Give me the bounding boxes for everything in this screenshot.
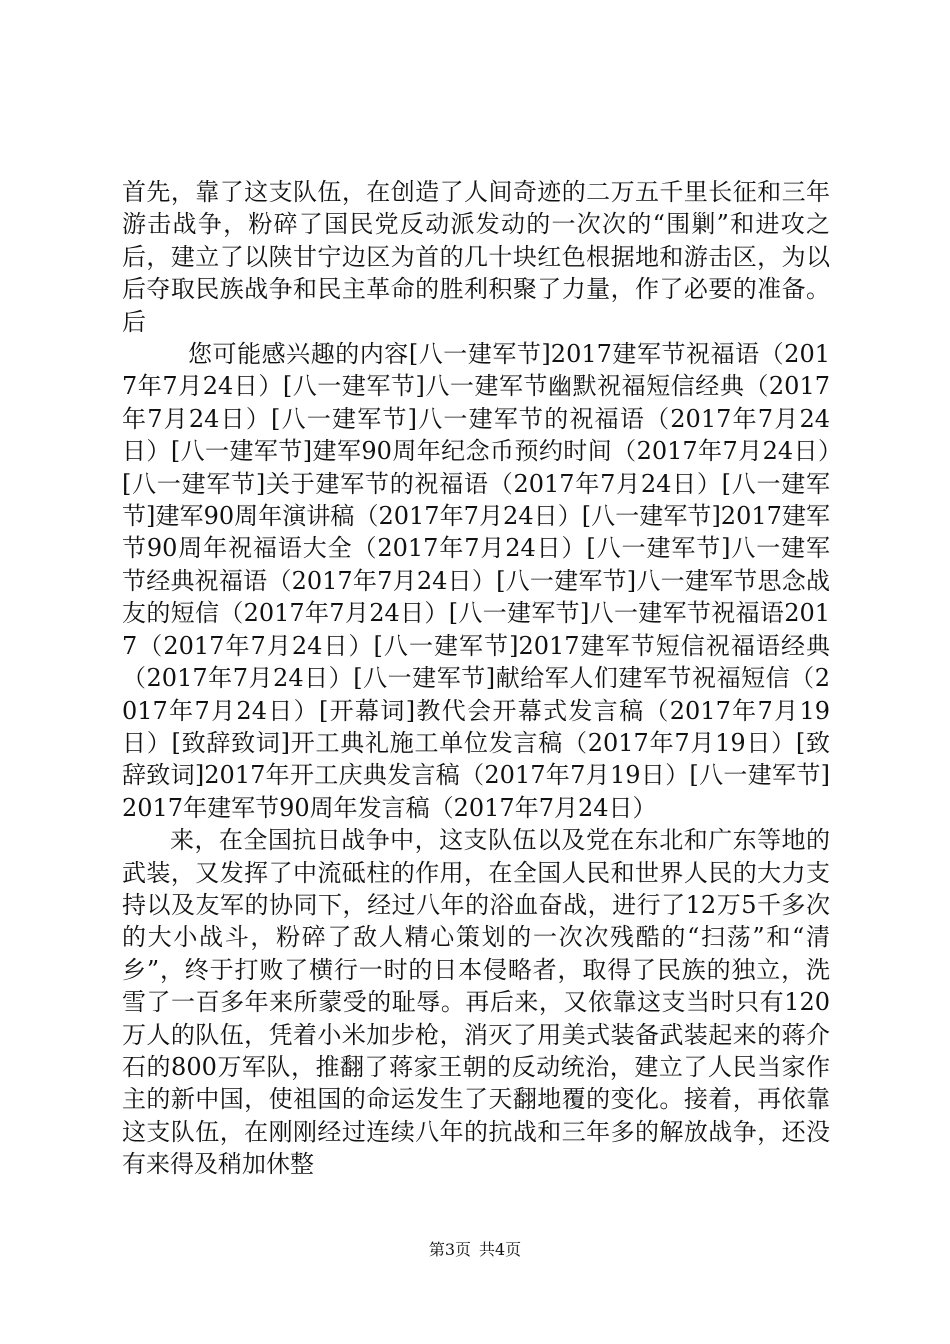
page-footer [0, 1240, 950, 1260]
document-body [122, 176, 830, 1181]
paragraph-continuation: 首先，靠了这支队伍，在创造了人间奇迹的二万五千里长征和三年游击战争，粉碎了国民党反动派发动的一次次的“围剿”和进攻之后，建立了以陕甘宁边区为首的几十块红色根据地和游击区，为以后夺取民族战争和民主革命的胜利积聚了力量，作了必要的准备。后 [122, 178, 830, 336]
page-number: 第3页 [428, 1240, 471, 1259]
total-pages: 共4页 [479, 1240, 522, 1259]
related-content-list: 您可能感兴趣的内容[八一建军节]2017建军节祝福语（2017年7月24日）[八一建军节]八一建军节幽默祝福短信经典（2017年7月24日）[八一建军节]八一建军节的祝福语（2017年7月24日）[八一建军节]建军90周年纪念币预约时间（2017年7月24日）[八一建军节]关于建军节的祝福语（2017年7月24日）[八一建军节]建军90周年演讲稿（2017年7月24日）[八一建军节]2017建军节90周年祝福语大全（2017年7月24日）[八一建军节]八一建军节经典祝福语（2017年7月24日）[八一建军节]八一建军节思念战友的短信（2017年7月24日）[八一建军节]八一建军节祝福语2017（2017年7月24日）[八一建军节]2017建军节短信祝福语经典（2017年7月24日）[八一建军节]献给军人们建军节祝福短信（2017年7月24日）[开幕词]教代会开幕式发言稿（2017年7月19日）[致辞致词]开工典礼施工单位发言稿（2017年7月19日）[致辞致词]2017年开工庆典发言稿（2017年7月19日）[八一建军节]2017年建军节90周年发言稿（2017年7月24日） [122, 340, 830, 822]
paragraph-main: 来，在全国抗日战争中，这支队伍以及党在东北和广东等地的武装，又发挥了中流砥柱的作用，在全国人民和世界人民的大力支持以及友军的协同下，经过八年的浴血奋战，进行了12万5千多次的大小战斗，粉碎了敌人精心策划的一次次残酷的“扫荡”和“清乡”，终于打败了横行一时的日本侵略者，取得了民族的独立，洗雪了一百多年来所蒙受的耻辱。再后来，又依靠这支当时只有120万人的队伍，凭着小米加步枪，消灭了用美式装备武装起来的蒋介石的800万军队，推翻了蒋家王朝的反动统治，建立了人民当家作主的新中国，使祖国的命运发生了天翻地覆的变化。接着，再依靠这支队伍，在刚刚经过连续八年的抗战和三年多的解放战争，还没有来得及稍加休整 [122, 826, 830, 1179]
